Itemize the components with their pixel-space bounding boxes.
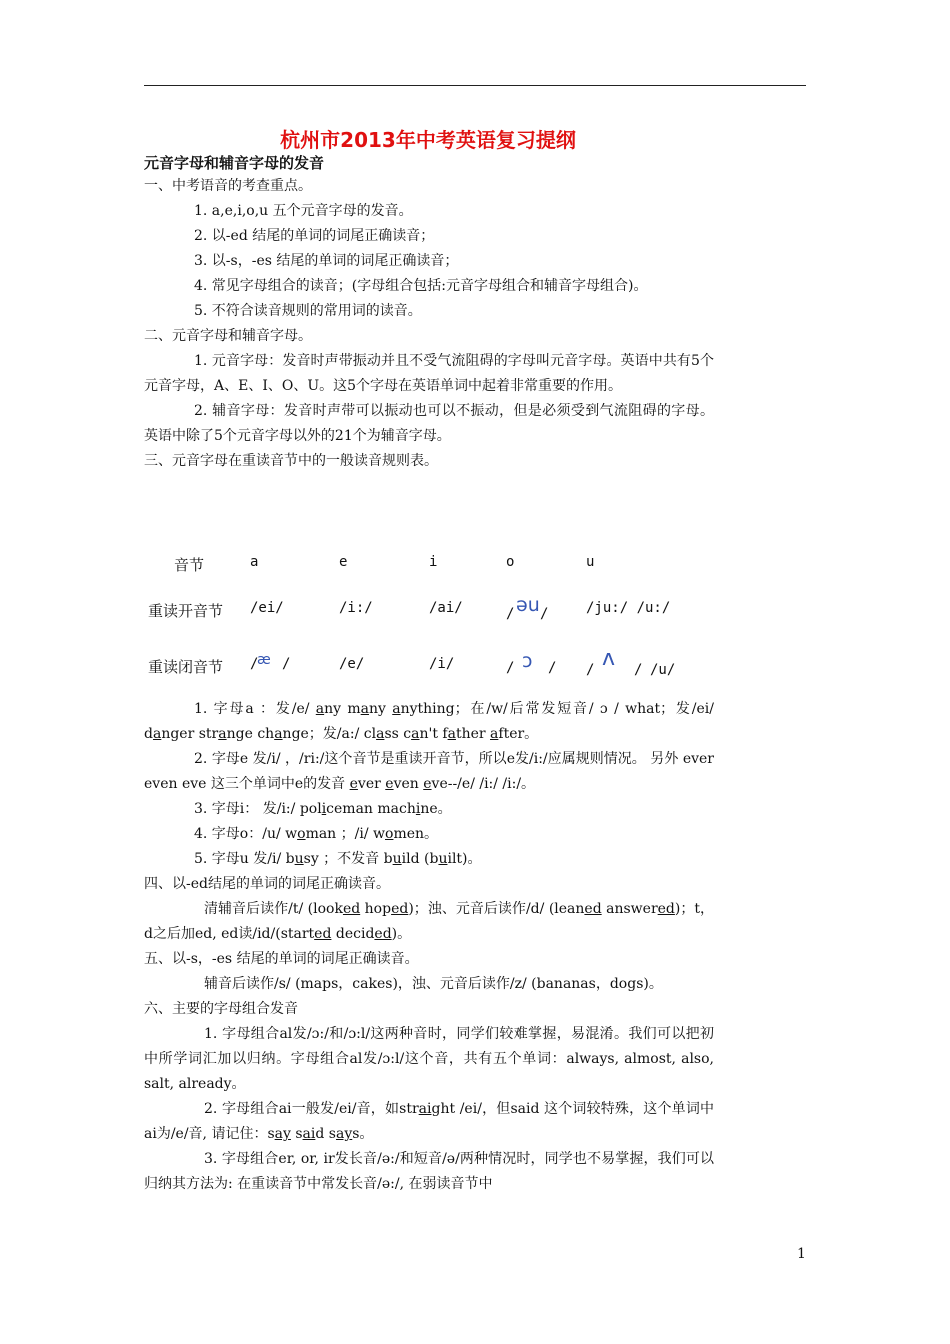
table-cell: /e/ bbox=[339, 656, 365, 672]
paragraph: 5. 字母u 发/i/ busy ；不发音 build (built)。 bbox=[194, 851, 482, 867]
table-header-open: 重读开音节 bbox=[148, 602, 224, 620]
table-cell: / bbox=[548, 660, 557, 676]
paragraph: 4. 字母o：/u/ woman ；/i/ women。 bbox=[194, 826, 439, 842]
paragraph: 5. 不符合读音规则的常用词的读音。 bbox=[194, 303, 422, 319]
paragraph: 清辅音后读作/t/ (looked hoped)；浊、元音后读作/d/ (leaned answered)；t，d之后加ed, ed读/id/(started decided)。 bbox=[144, 901, 714, 942]
table-cell: e bbox=[339, 554, 348, 570]
table-cell: / bbox=[506, 606, 515, 622]
paragraph: 3. 字母i： 发/i:/ policeman machine。 bbox=[194, 801, 452, 817]
table-cell: / bbox=[540, 606, 549, 622]
table-cell: ɔ bbox=[522, 650, 533, 672]
table-cell: /u/ bbox=[650, 662, 676, 678]
paragraph: 2. 字母e 发/i/ ，/ri:/这个音节是重读开音节，所以e发/i:/应属规则情况。 另外 ever even eve 这三个单词中e的发音 ever even eve--/e/ /i:/ /i:/。 bbox=[144, 751, 714, 792]
table-cell: / bbox=[506, 660, 515, 676]
table-header-closed: 重读闭音节 bbox=[148, 658, 224, 676]
header-rule bbox=[144, 85, 806, 86]
paragraph: 三、元音字母在重读音节中的一般读音规则表。 bbox=[144, 453, 438, 469]
paragraph: 1. a,e,i,o,u 五个元音字母的发音。 bbox=[194, 203, 413, 219]
paragraph: 1. 字母组合al发/ɔ:/和/ɔ:l/这两种音时，同学们较难掌握，易混淆。我们可以把初中所学词汇加以归纳。字母组合al发/ɔ:l/这个音，共有五个单词：always, almost, also, salt, already。 bbox=[144, 1026, 714, 1092]
table-row-open bbox=[144, 594, 724, 628]
table-cell: / bbox=[634, 662, 643, 678]
table-cell: u bbox=[586, 554, 595, 570]
table-cell: / bbox=[282, 656, 291, 672]
table-cell: əu bbox=[516, 594, 540, 616]
table-cell: æ bbox=[257, 652, 271, 668]
paragraph: 2. 字母组合ai一般发/ei/音，如straight /ei/，但said 这个词较特殊，这个单词中ai为/e/音, 请记住：say said says。 bbox=[144, 1101, 715, 1142]
table-row-letters bbox=[144, 554, 724, 582]
table-cell: /i:/ bbox=[339, 600, 373, 616]
paragraph: 一、中考语音的考查重点。 bbox=[144, 178, 312, 194]
page-number: 1 bbox=[797, 1246, 806, 1262]
paragraph: 1. 元音字母：发音时声带振动并且不受气流阻碍的字母叫元音字母。英语中共有5个元音字母，A、E、I、O、U。这5个字母在英语单词中起着非常重要的作用。 bbox=[144, 353, 714, 394]
page-title: 杭州市2013年中考英语复习提纲 bbox=[280, 128, 576, 152]
section-heading: 元音字母和辅音字母的发音 bbox=[144, 154, 325, 172]
paragraph: 1. 字母a ：发/e/ any many anything；在/w/后常发短音/ ɔ / what；发/ei/ danger strange change；发/a:/ class can't father after。 bbox=[144, 701, 714, 742]
paragraph: 3. 字母组合er, or, ir发长音/ə:/和短音/ə/两种情况时，同学也不易掌握，我们可以归纳其方法为: 在重读音节中常发长音/ə:/, 在弱读音节中 bbox=[144, 1151, 714, 1192]
paragraph: 二、元音字母和辅音字母。 bbox=[144, 328, 312, 344]
vowel-rule-table bbox=[144, 548, 724, 693]
paragraph: 2. 辅音字母：发音时声带可以振动也可以不振动，但是必须受到气流阻碍的字母。英语中除了5个元音字母以外的21个为辅音字母。 bbox=[144, 403, 714, 444]
body-text-upper bbox=[144, 174, 714, 474]
table-cell: /ju:/ /u:/ bbox=[586, 600, 671, 616]
paragraph: 2. 以-ed 结尾的单词的词尾正确读音； bbox=[194, 228, 435, 244]
table-cell: ʌ bbox=[602, 646, 616, 671]
paragraph: 辅音后读作/s/ (maps，cakes)，浊、元音后读作/z/ (bananas，dogs)。 bbox=[204, 976, 663, 992]
paragraph: 五、以-s，-es 结尾的单词的词尾正确读音。 bbox=[144, 951, 419, 967]
table-cell: i bbox=[429, 554, 438, 570]
body-text-lower bbox=[144, 697, 714, 1197]
paragraph: 四、以-ed结尾的单词的词尾正确读音。 bbox=[144, 876, 390, 892]
paragraph: 六、主要的字母组合发音 bbox=[144, 1001, 298, 1017]
paragraph: 4. 常见字母组合的读音；(字母组合包括:元音字母组合和辅音字母组合)。 bbox=[194, 278, 648, 294]
table-cell: /ai/ bbox=[429, 600, 463, 616]
table-cell: / bbox=[586, 662, 595, 678]
paragraph: 3. 以-s，-es 结尾的单词的词尾正确读音； bbox=[194, 253, 459, 269]
table-cell: / bbox=[250, 656, 259, 672]
table-cell: a bbox=[250, 554, 259, 570]
table-header-syllable: 音节 bbox=[174, 556, 205, 574]
table-cell: o bbox=[506, 554, 515, 570]
table-cell: /ei/ bbox=[250, 600, 284, 616]
table-cell: /i/ bbox=[429, 656, 455, 672]
table-row-closed bbox=[144, 646, 724, 684]
